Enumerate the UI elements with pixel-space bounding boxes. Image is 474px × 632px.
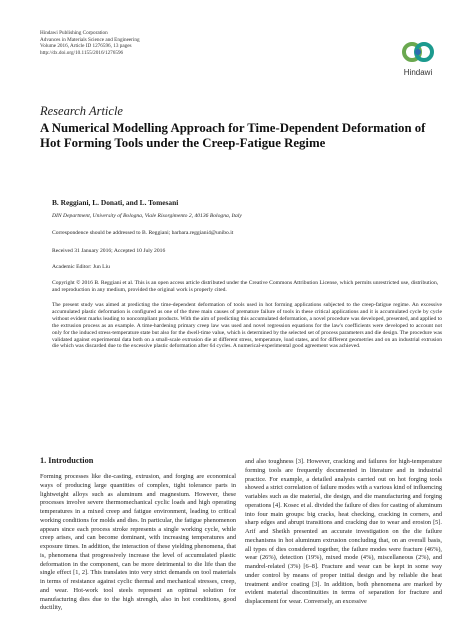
- article-type: Research Article: [40, 104, 123, 118]
- body-column-right: and also toughness [3]. However, cracking and failures for high-temperature forming tools are frequently documented in literature and in industrial practice. For example, a detailed analysis carried out on hot forging tools showed a strict correlation of failure modes with a various kind of influencing variables such as die material, die design, and die manufacturing and forging operations [4]. Kosec et al. divided the failure of dies for casting of aluminum into four main groups: big cracks, heat checking, cracking in corners, and sharp edges and abrupt transitions and cracking due to wear and erosion [5]. Arif and Sheikh presented an accurate investigation on the die failure mechanisms in hot aluminum extrusion concluding that, on an overall basis, all types of dies considered together, the failure modes were fracture (46%), wear (26%), detection (19%), mixed mode (4%), miscellaneous (2%), and mandrel-related (3%) [6–8]. Fracture and wear can be kept in some way under control by means of proper initial design and by reliable die heat treatment and/or coating [3]. In addition, both phenomena are marked by evident material discontinuities in terms of separation for fracture and displacement for wear. Conversely, an excessive: [245, 458, 442, 605]
- publisher-name: Hindawi Publishing Corporation: [40, 30, 108, 36]
- journal-header: [40, 30, 140, 56]
- section-heading-introduction: 1. Introduction: [40, 456, 94, 465]
- journal-name: Advances in Materials Science and Engineering: [40, 36, 140, 43]
- affiliation: DIN Department, University of Bologna, Viale Risorgimento 2, 40136 Bologna, Italy: [52, 213, 242, 219]
- abstract: The present study was aimed at predicting the time-dependent deformation of tools used in hot forming applications subjected to the creep-fatigue regime. An excessive accumulated plastic deformation is configured as one of the three main causes of premature failure of tools in these critical applications and it is accumulated cycle by cycle without evident marks leading to noncompliant products. With the aim of predicting this accumulated deformation, a novel procedure was developed, presented, and applied to the extrusion process as an example. A time-hardening primary creep law was used and novel regression equations for the law's coefficients were developed to account not only for the induced stress-temperature state but also for the dwell-time value, which is determined by the selected set of process parameters and die design. The procedure was validated against experimental data both on a small-scale extrusion die at different stress, temperature, load states, and for different geometries and on an industrial extrusion die which was discarded due to the excessive plastic deformation after 64 cycles. A numerical-experimental good agreement was achieved.: [52, 302, 442, 350]
- authors: B. Reggiani, L. Donati, and L. Tomesani: [52, 198, 179, 207]
- hindawi-logo-icon: [398, 38, 438, 68]
- copyright-notice: Copyright © 2016 B. Reggiani et al. This is an open access article distributed under the Creative Commons Attribution License, which permits unrestricted use, distribution, and reproduction in any medium, provided the original work is properly cited.: [52, 280, 439, 293]
- doi-link[interactable]: http://dx.doi.org/10.1155/2016/1276596: [40, 49, 124, 56]
- correspondence: Correspondence should be addressed to B. Reggiani; barbara.reggiani4@unibo.it: [52, 230, 234, 236]
- body-column-left: Forming processes like die-casting, extrusion, and forging are economical ways of producing large quantities of complex, tight tolerance parts in lightweight alloys such as aluminum and magnesium. However, these processes involve severe thermomechanical cyclic loads and high operating temperatures in a mixed creep and fatigue environment, leading to critical working conditions for molds and dies. In particular, the fatigue phenomenon appears since each process stroke represents a single working cycle, while creep arises, and can become dominant, with increasing temperatures and exposure times. In addition, the interaction of these yielding phenomena, that is, phenomena that progressively increase the level of accumulated plastic deformation in the component, can be more detrimental to die life than the single effect [1, 2]. This translates into very strict demands on tool materials in terms of resistance against cyclic thermal and mechanical stresses, creep, and wear. Hot-work tool steels represent an optimal solution for manufacturing dies due to the high strength, also in hot conditions, good ductility,: [40, 473, 236, 612]
- academic-editor: Academic Editor: Jun Liu: [52, 264, 110, 270]
- article-title: A Numerical Modelling Approach for Time-Dependent Deformation of Hot Forming Tools under the Creep-Fatigue Regime: [40, 121, 426, 150]
- logo-wordmark: Hindawi: [403, 68, 433, 77]
- hindawi-logo: [398, 38, 438, 82]
- volume-info: Volume 2016, Article ID 1276596, 13 pages: [40, 43, 132, 50]
- received-accepted-dates: Received 31 January 2016; Accepted 10 July 2016: [52, 248, 166, 254]
